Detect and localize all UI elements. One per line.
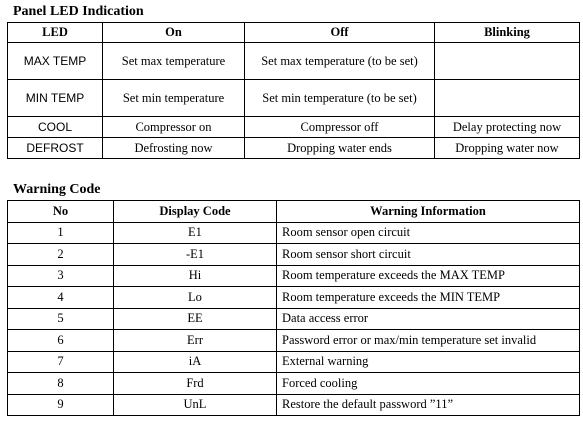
display-code-cell: UnL <box>114 394 277 416</box>
table-row <box>8 117 580 138</box>
display-code-cell: E1 <box>114 222 277 244</box>
warning-number-cell: 7 <box>8 351 114 373</box>
table-header-row <box>8 23 580 43</box>
led-blinking-cell <box>435 43 580 80</box>
display-code-cell: -E1 <box>114 244 277 266</box>
warning-number-cell: 1 <box>8 222 114 244</box>
display-code-cell: Lo <box>114 287 277 309</box>
table-header-row <box>8 201 580 223</box>
display-code-cell: Hi <box>114 265 277 287</box>
led-name-cell: MAX TEMP <box>8 43 103 80</box>
display-code-cell: Err <box>114 330 277 352</box>
warning-info-cell: Room sensor open circuit <box>277 222 580 244</box>
led-on-cell: Compressor on <box>103 117 245 138</box>
table-row <box>8 308 580 330</box>
warning-number-cell: 5 <box>8 308 114 330</box>
table-row <box>8 222 580 244</box>
display-code-cell: EE <box>114 308 277 330</box>
display-code-cell: iA <box>114 351 277 373</box>
led-blinking-cell: Dropping water now <box>435 138 580 159</box>
led-section-title: Panel LED Indication <box>13 4 144 19</box>
table-row <box>8 244 580 266</box>
warning-number-cell: 6 <box>8 330 114 352</box>
table-row <box>8 287 580 309</box>
warning-info-cell: Data access error <box>277 308 580 330</box>
column-header: Off <box>245 23 435 43</box>
warning-number-cell: 3 <box>8 265 114 287</box>
table-row <box>8 265 580 287</box>
led-off-cell: Compressor off <box>245 117 435 138</box>
column-header: Display Code <box>114 201 277 223</box>
led-off-cell: Set min temperature (to be set) <box>245 80 435 117</box>
column-header: Blinking <box>435 23 580 43</box>
warning-info-cell: Forced cooling <box>277 373 580 395</box>
led-name-cell: COOL <box>8 117 103 138</box>
led-blinking-cell <box>435 80 580 117</box>
led-on-cell: Set min temperature <box>103 80 245 117</box>
warning-info-cell: External warning <box>277 351 580 373</box>
warning-info-cell: Room temperature exceeds the MIN TEMP <box>277 287 580 309</box>
led-on-cell: Defrosting now <box>103 138 245 159</box>
display-code-cell: Frd <box>114 373 277 395</box>
led-on-cell: Set max temperature <box>103 43 245 80</box>
led-blinking-cell: Delay protecting now <box>435 117 580 138</box>
table-row <box>8 330 580 352</box>
warning-info-cell: Room temperature exceeds the MAX TEMP <box>277 265 580 287</box>
column-header: On <box>103 23 245 43</box>
warning-number-cell: 8 <box>8 373 114 395</box>
table-row <box>8 394 580 416</box>
table-row <box>8 43 580 80</box>
warning-section-title: Warning Code <box>13 182 101 197</box>
table-row <box>8 351 580 373</box>
warning-info-cell: Restore the default password ”11” <box>277 394 580 416</box>
led-indication-table <box>7 22 580 159</box>
led-name-cell: DEFROST <box>8 138 103 159</box>
table-row <box>8 80 580 117</box>
warning-number-cell: 2 <box>8 244 114 266</box>
led-off-cell: Dropping water ends <box>245 138 435 159</box>
warning-info-cell: Room sensor short circuit <box>277 244 580 266</box>
led-off-cell: Set max temperature (to be set) <box>245 43 435 80</box>
column-header: No <box>8 201 114 223</box>
warning-number-cell: 4 <box>8 287 114 309</box>
led-name-cell: MIN TEMP <box>8 80 103 117</box>
table-row <box>8 373 580 395</box>
warning-number-cell: 9 <box>8 394 114 416</box>
warning-code-table <box>7 200 580 416</box>
column-header: Warning Information <box>277 201 580 223</box>
warning-info-cell: Password error or max/min temperature set invalid <box>277 330 580 352</box>
column-header: LED <box>8 23 103 43</box>
table-row <box>8 138 580 159</box>
